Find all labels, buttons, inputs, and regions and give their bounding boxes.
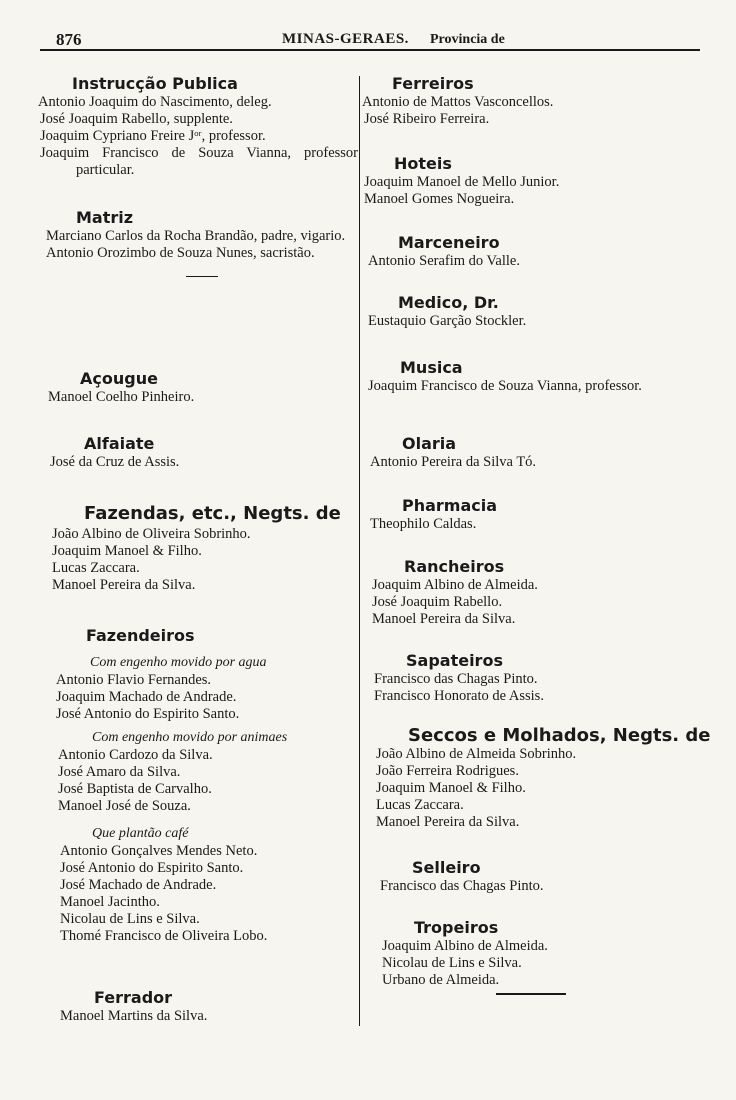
list-item: Lucas Zaccara. — [52, 560, 140, 576]
list-item: Lucas Zaccara. — [376, 797, 464, 813]
list-item: Eustaquio Garção Stockler. — [368, 313, 527, 329]
list-item: Nicolau de Lins e Silva. — [382, 955, 522, 971]
section-sapateiros — [362, 651, 732, 705]
section-heading: Selleiro — [412, 858, 481, 877]
section-medico — [362, 293, 732, 330]
list-item: José Ribeiro Ferreira. — [364, 111, 490, 127]
list-item: Manoel Martins da Silva. — [60, 1008, 208, 1024]
section-heading: Fazendas, etc., Negts. de — [84, 503, 341, 524]
list-item: Joaquim Francisco de Souza Vianna, professor particular. — [40, 145, 358, 178]
list-item: Antonio Orozimbo de Souza Nunes, sacristão. — [46, 245, 315, 261]
section-heading: Marceneiro — [398, 233, 500, 252]
list-item: Francisco das Chagas Pinto. — [380, 878, 544, 894]
section-heading: Ferreiros — [392, 74, 474, 93]
section-rancheiros — [362, 557, 732, 628]
list-item: Joaquim Albino de Almeida. — [372, 577, 538, 593]
section-instruccao-publica — [38, 74, 358, 179]
section-olaria — [362, 434, 732, 471]
section-heading: Alfaiate — [84, 434, 155, 453]
section-alfaiate — [38, 434, 358, 471]
section-selleiro — [362, 858, 732, 895]
list-item: Antonio Cardozo da Silva. — [58, 747, 213, 763]
list-item: João Albino de Oliveira Sobrinho. — [52, 526, 251, 542]
running-subtitle: Provincia de — [430, 32, 505, 47]
list-item: Joaquim Machado de Andrade. — [56, 689, 237, 705]
section-heading: Hoteis — [394, 154, 452, 173]
section-heading: Sapateiros — [406, 651, 503, 670]
list-item: João Ferreira Rodrigues. — [376, 763, 519, 779]
section-ferreiros — [362, 74, 732, 128]
section-musica — [362, 358, 732, 395]
section-separator — [186, 276, 218, 277]
list-item: João Albino de Almeida Sobrinho. — [376, 746, 577, 762]
list-item: Thomé Francisco de Oliveira Lobo. — [60, 928, 268, 944]
list-item: Joaquim Albino de Almeida. — [382, 938, 548, 954]
list-item: Manoel José de Souza. — [58, 798, 191, 814]
list-item: Antonio de Mattos Vasconcellos. — [362, 94, 554, 110]
list-item: Joaquim Manoel & Filho. — [52, 543, 202, 559]
section-marceneiro — [362, 233, 732, 270]
list-item: Theophilo Caldas. — [370, 516, 477, 532]
section-heading: Rancheiros — [404, 557, 505, 576]
end-rule — [496, 993, 566, 995]
subheading: Que plantão café — [92, 826, 189, 841]
section-tropeiros — [362, 918, 732, 995]
header-rule — [40, 49, 700, 51]
section-heading: Tropeiros — [414, 918, 499, 937]
subheading: Com engenho movido por animaes — [92, 730, 288, 745]
list-item: Joaquim Manoel de Mello Junior. — [364, 174, 560, 190]
list-item: Manoel Pereira da Silva. — [376, 814, 520, 830]
section-heading: Matriz — [76, 208, 134, 227]
section-hoteis — [362, 154, 732, 208]
section-heading: Açougue — [80, 369, 158, 388]
section-fazendeiros — [38, 626, 358, 945]
section-heading: Medico, Dr. — [398, 293, 499, 312]
subheading: Com engenho movido por agua — [90, 655, 267, 670]
list-item: Antonio Gonçalves Mendes Neto. — [60, 843, 258, 859]
list-item: Manoel Coelho Pinheiro. — [48, 389, 195, 405]
list-item: Manoel Pereira da Silva. — [52, 577, 196, 593]
section-seccos-molhados — [362, 726, 732, 831]
list-item: Francisco das Chagas Pinto. — [374, 671, 538, 687]
list-item: Joaquim Manoel & Filho. — [376, 780, 526, 796]
section-fazendas — [38, 504, 358, 594]
column-divider — [359, 76, 360, 1026]
list-item: Antonio Serafim do Valle. — [368, 253, 520, 269]
section-heading: Musica — [400, 358, 463, 377]
section-pharmacia — [362, 496, 732, 533]
section-heading: Seccos e Molhados, Negts. de — [408, 725, 711, 746]
running-title: MINAS-GERAES. — [282, 31, 409, 47]
section-acougue — [38, 369, 358, 406]
list-item: Manoel Jacintho. — [60, 894, 160, 910]
list-item: Antonio Joaquim do Nascimento, deleg. — [38, 94, 272, 110]
list-item: Manoel Gomes Nogueira. — [364, 191, 515, 207]
list-item: Antonio Flavio Fernandes. — [56, 672, 212, 688]
list-item: Joaquim Cypriano Freire Jᵒʳ, professor. — [40, 128, 266, 144]
list-item: José Baptista de Carvalho. — [58, 781, 212, 797]
section-heading: Pharmacia — [402, 496, 498, 515]
section-heading: Instrucção Publica — [72, 74, 238, 93]
section-heading: Fazendeiros — [86, 626, 195, 645]
list-item: José Machado de Andrade. — [60, 877, 217, 893]
list-item: José Joaquim Rabello, supplente. — [40, 111, 233, 127]
list-item: José Antonio do Espirito Santo. — [56, 706, 240, 722]
list-item: Antonio Pereira da Silva Tó. — [370, 454, 537, 470]
list-item: José Amaro da Silva. — [58, 764, 181, 780]
page-number: 876 — [56, 30, 82, 49]
section-heading: Olaria — [402, 434, 457, 453]
section-matriz — [38, 208, 358, 277]
list-item: Marciano Carlos da Rocha Brandão, padre, vigario. — [46, 228, 346, 244]
section-ferrador — [38, 988, 358, 1025]
list-item: Francisco Honorato de Assis. — [374, 688, 544, 704]
list-item: Urbano de Almeida. — [382, 972, 500, 988]
list-item: José da Cruz de Assis. — [50, 454, 180, 470]
list-item: José Joaquim Rabello. — [372, 594, 503, 610]
running-header — [40, 28, 698, 50]
list-item: José Antonio do Espirito Santo. — [60, 860, 244, 876]
list-item: Joaquim Francisco de Souza Vianna, professor. — [368, 378, 642, 394]
list-item: Manoel Pereira da Silva. — [372, 611, 516, 627]
list-item: Nicolau de Lins e Silva. — [60, 911, 200, 927]
section-heading: Ferrador — [94, 988, 173, 1007]
